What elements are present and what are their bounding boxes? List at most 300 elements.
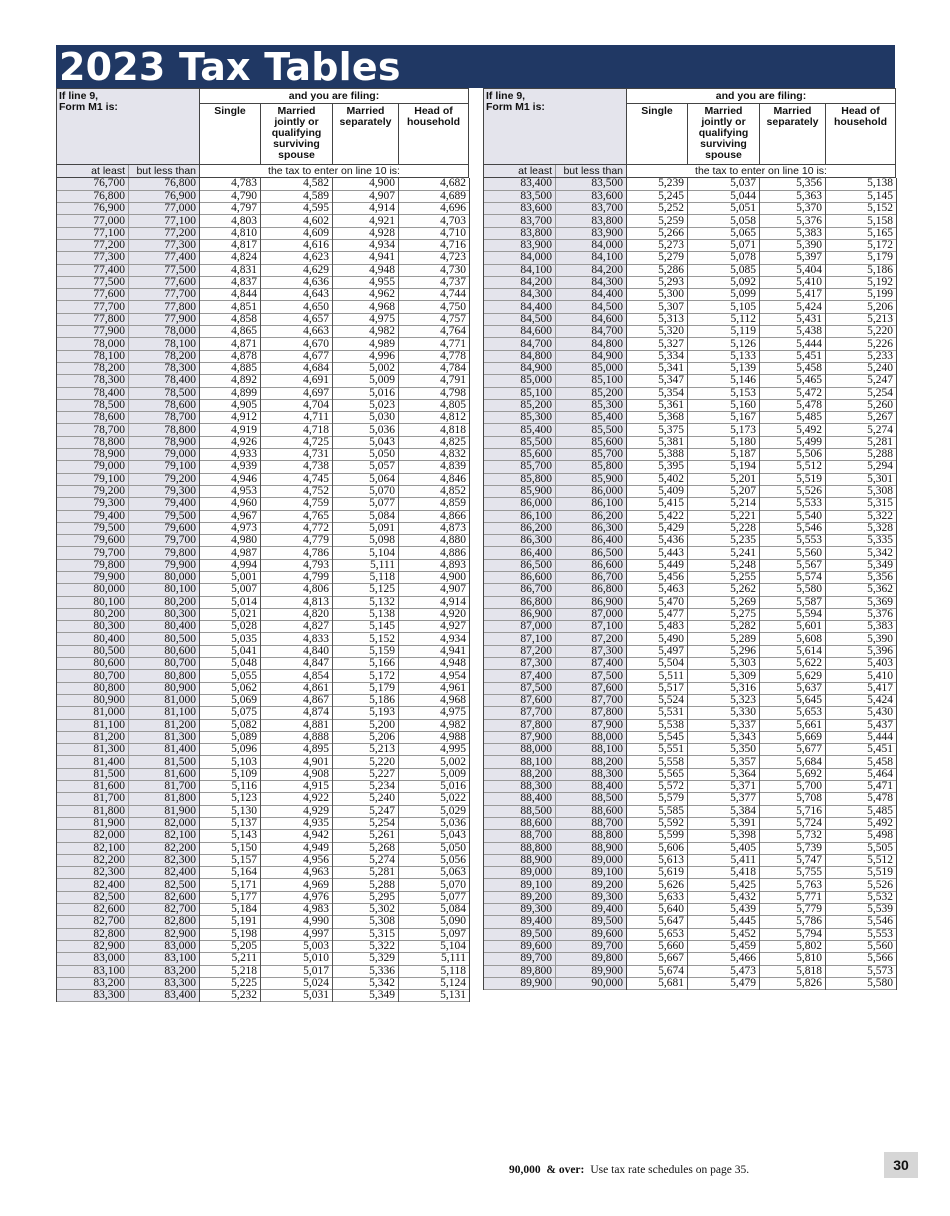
married-separately-tax-cell: 5,227 bbox=[333, 768, 399, 780]
table-row bbox=[484, 178, 897, 190]
but-less-than-cell: 83,400 bbox=[129, 990, 200, 1002]
but-less-than-cell: 80,000 bbox=[129, 572, 200, 584]
at-least-cell: 80,600 bbox=[57, 658, 129, 670]
table-header bbox=[483, 88, 896, 164]
at-least-cell: 84,900 bbox=[484, 362, 556, 374]
head-of-household-tax-cell: 5,029 bbox=[399, 805, 470, 817]
but-less-than-cell: 83,700 bbox=[556, 203, 627, 215]
head-of-household-tax-cell: 4,880 bbox=[399, 535, 470, 547]
married-jointly-tax-cell: 5,085 bbox=[688, 264, 760, 276]
table-row bbox=[484, 559, 897, 571]
at-least-cell: 77,700 bbox=[57, 301, 129, 313]
but-less-than-cell: 78,500 bbox=[129, 387, 200, 399]
head-of-household-tax-cell: 5,485 bbox=[826, 805, 897, 817]
at-least-cell: 78,800 bbox=[57, 436, 129, 448]
table-row bbox=[484, 547, 897, 559]
single-tax-cell: 5,647 bbox=[627, 916, 688, 928]
married-jointly-tax-cell: 4,874 bbox=[261, 707, 333, 719]
married-separately-tax-cell: 5,410 bbox=[760, 276, 826, 288]
married-separately-tax-cell: 5,826 bbox=[760, 977, 826, 989]
married-separately-tax-cell: 4,982 bbox=[333, 326, 399, 338]
head-of-household-tax-cell: 5,056 bbox=[399, 854, 470, 866]
head-of-household-tax-cell: 4,764 bbox=[399, 326, 470, 338]
head-of-household-tax-cell: 5,505 bbox=[826, 842, 897, 854]
married-jointly-tax-cell: 4,602 bbox=[261, 215, 333, 227]
single-tax-cell: 5,177 bbox=[200, 891, 261, 903]
table-row bbox=[57, 891, 470, 903]
married-jointly-tax-cell: 4,881 bbox=[261, 719, 333, 731]
married-jointly-tax-cell: 5,153 bbox=[688, 387, 760, 399]
married-separately-tax-cell: 5,064 bbox=[333, 473, 399, 485]
married-jointly-tax-cell: 4,677 bbox=[261, 350, 333, 362]
married-jointly-tax-cell: 4,942 bbox=[261, 830, 333, 842]
single-tax-cell: 5,014 bbox=[200, 596, 261, 608]
but-less-than-cell: 88,400 bbox=[556, 781, 627, 793]
single-tax-cell: 5,307 bbox=[627, 301, 688, 313]
at-least-cell: 77,100 bbox=[57, 227, 129, 239]
single-tax-cell: 5,613 bbox=[627, 854, 688, 866]
head-of-household-tax-cell: 5,437 bbox=[826, 719, 897, 731]
at-least-cell: 88,800 bbox=[484, 842, 556, 854]
table-row bbox=[484, 399, 897, 411]
single-tax-cell: 5,266 bbox=[627, 227, 688, 239]
but-less-than-cell: 85,100 bbox=[556, 375, 627, 387]
head-of-household-tax-cell: 5,158 bbox=[826, 215, 897, 227]
but-less-than-cell: 89,000 bbox=[556, 854, 627, 866]
table-row bbox=[484, 756, 897, 768]
but-less-than-cell: 86,600 bbox=[556, 559, 627, 571]
but-less-than-cell: 85,300 bbox=[556, 399, 627, 411]
married-separately-tax-cell: 5,152 bbox=[333, 633, 399, 645]
married-separately-tax-cell: 5,506 bbox=[760, 449, 826, 461]
married-jointly-tax-cell: 5,479 bbox=[688, 977, 760, 989]
table-row bbox=[484, 953, 897, 965]
head-of-household-tax-cell: 5,560 bbox=[826, 940, 897, 952]
table-row bbox=[484, 289, 897, 301]
married-separately-tax-cell: 5,247 bbox=[333, 805, 399, 817]
married-separately-tax-cell: 5,295 bbox=[333, 891, 399, 903]
married-separately-tax-cell: 5,356 bbox=[760, 178, 826, 190]
head-of-household-tax-cell: 5,539 bbox=[826, 904, 897, 916]
married-jointly-tax-cell: 5,439 bbox=[688, 904, 760, 916]
head-of-household-tax-cell: 4,723 bbox=[399, 252, 470, 264]
at-least-cell: 78,200 bbox=[57, 362, 129, 374]
head-of-household-tax-cell: 4,689 bbox=[399, 190, 470, 202]
at-least-cell: 84,500 bbox=[484, 313, 556, 325]
married-jointly-tax-cell: 4,629 bbox=[261, 264, 333, 276]
head-of-household-tax-cell: 5,294 bbox=[826, 461, 897, 473]
but-less-than-cell: 80,900 bbox=[129, 682, 200, 694]
married-separately-tax-cell: 5,472 bbox=[760, 387, 826, 399]
but-less-than-cell: 76,900 bbox=[129, 190, 200, 202]
table-row bbox=[57, 436, 470, 448]
table-row bbox=[57, 178, 470, 190]
married-jointly-tax-cell: 4,956 bbox=[261, 854, 333, 866]
married-jointly-tax-cell: 5,466 bbox=[688, 953, 760, 965]
but-less-than-cell: 81,800 bbox=[129, 793, 200, 805]
at-least-cell: 86,300 bbox=[484, 535, 556, 547]
but-less-than-cell: 87,000 bbox=[556, 608, 627, 620]
head-of-household-tax-cell: 5,430 bbox=[826, 707, 897, 719]
married-jointly-tax-cell: 5,037 bbox=[688, 178, 760, 190]
but-less-than-cell: 88,600 bbox=[556, 805, 627, 817]
but-less-than-cell: 87,300 bbox=[556, 645, 627, 657]
married-jointly-tax-cell: 5,133 bbox=[688, 350, 760, 362]
head-of-household-tax-cell: 5,104 bbox=[399, 940, 470, 952]
but-less-than-cell: 86,300 bbox=[556, 522, 627, 534]
but-less-than-cell: 81,300 bbox=[129, 731, 200, 743]
married-separately-tax-cell: 5,363 bbox=[760, 190, 826, 202]
table-row bbox=[484, 510, 897, 522]
married-jointly-tax-cell: 4,657 bbox=[261, 313, 333, 325]
single-tax-cell: 5,021 bbox=[200, 608, 261, 620]
table-row bbox=[57, 879, 470, 891]
at-least-cell: 87,000 bbox=[484, 621, 556, 633]
but-less-than-cell: 82,600 bbox=[129, 891, 200, 903]
at-least-cell: 82,400 bbox=[57, 879, 129, 891]
but-less-than-cell: 81,100 bbox=[129, 707, 200, 719]
single-tax-cell: 5,035 bbox=[200, 633, 261, 645]
single-tax-cell: 4,885 bbox=[200, 362, 261, 374]
at-least-cell: 85,500 bbox=[484, 436, 556, 448]
married-separately-tax-cell: 5,637 bbox=[760, 682, 826, 694]
but-less-than-cell: 85,900 bbox=[556, 473, 627, 485]
married-jointly-tax-cell: 4,840 bbox=[261, 645, 333, 657]
single-tax-cell: 5,490 bbox=[627, 633, 688, 645]
married-jointly-tax-cell: 5,432 bbox=[688, 891, 760, 903]
single-tax-cell: 5,041 bbox=[200, 645, 261, 657]
table-row bbox=[57, 719, 470, 731]
table-row bbox=[57, 916, 470, 928]
single-tax-cell: 5,402 bbox=[627, 473, 688, 485]
single-tax-cell: 5,524 bbox=[627, 694, 688, 706]
but-less-than-cell: 85,500 bbox=[556, 424, 627, 436]
single-tax-cell: 5,171 bbox=[200, 879, 261, 891]
married-separately-tax-cell: 5,098 bbox=[333, 535, 399, 547]
tax-rows bbox=[483, 178, 897, 990]
table-row bbox=[57, 276, 470, 288]
table-row bbox=[57, 190, 470, 202]
single-tax-cell: 4,783 bbox=[200, 178, 261, 190]
head-of-household-tax-cell: 5,247 bbox=[826, 375, 897, 387]
table-row bbox=[484, 867, 897, 879]
single-tax-cell: 5,674 bbox=[627, 965, 688, 977]
at-least-cell: 88,700 bbox=[484, 830, 556, 842]
single-tax-cell: 5,667 bbox=[627, 953, 688, 965]
married-jointly-tax-cell: 5,201 bbox=[688, 473, 760, 485]
married-jointly-tax-cell: 4,786 bbox=[261, 547, 333, 559]
but-less-than-cell: 78,200 bbox=[129, 350, 200, 362]
head-of-household-tax-cell: 5,512 bbox=[826, 854, 897, 866]
married-separately-tax-cell: 5,084 bbox=[333, 510, 399, 522]
column-married-jointly: Married jointly or qualifying surviving spouse bbox=[261, 104, 333, 164]
head-of-household-tax-cell: 5,254 bbox=[826, 387, 897, 399]
married-jointly-tax-cell: 4,704 bbox=[261, 399, 333, 411]
at-least-cell: 82,300 bbox=[57, 867, 129, 879]
single-tax-cell: 5,259 bbox=[627, 215, 688, 227]
head-of-household-tax-cell: 5,356 bbox=[826, 572, 897, 584]
at-least-cell: 77,800 bbox=[57, 313, 129, 325]
single-tax-cell: 5,069 bbox=[200, 694, 261, 706]
single-tax-cell: 5,089 bbox=[200, 731, 261, 743]
single-tax-cell: 5,436 bbox=[627, 535, 688, 547]
married-jointly-tax-cell: 4,908 bbox=[261, 768, 333, 780]
but-less-than-cell: 84,800 bbox=[556, 338, 627, 350]
single-tax-cell: 4,865 bbox=[200, 326, 261, 338]
single-tax-cell: 5,483 bbox=[627, 621, 688, 633]
head-of-household-tax-cell: 4,914 bbox=[399, 596, 470, 608]
at-least-cell: 81,600 bbox=[57, 781, 129, 793]
table-row bbox=[484, 608, 897, 620]
head-of-household-tax-cell: 5,301 bbox=[826, 473, 897, 485]
table-row bbox=[57, 559, 470, 571]
at-least-cell: 89,900 bbox=[484, 977, 556, 989]
married-separately-tax-cell: 5,567 bbox=[760, 559, 826, 571]
head-of-household-tax-cell: 4,975 bbox=[399, 707, 470, 719]
at-least-cell: 88,100 bbox=[484, 756, 556, 768]
table-row bbox=[484, 633, 897, 645]
single-tax-cell: 5,626 bbox=[627, 879, 688, 891]
married-separately-tax-cell: 5,608 bbox=[760, 633, 826, 645]
married-jointly-tax-cell: 5,092 bbox=[688, 276, 760, 288]
married-separately-tax-cell: 5,614 bbox=[760, 645, 826, 657]
married-jointly-tax-cell: 4,847 bbox=[261, 658, 333, 670]
married-separately-tax-cell: 5,451 bbox=[760, 350, 826, 362]
table-row bbox=[57, 854, 470, 866]
table-row bbox=[57, 239, 470, 251]
married-separately-tax-cell: 5,526 bbox=[760, 485, 826, 497]
tax-table-right bbox=[483, 88, 896, 990]
single-tax-cell: 5,116 bbox=[200, 781, 261, 793]
but-less-than-cell: 87,600 bbox=[556, 682, 627, 694]
but-less-than-cell: 83,500 bbox=[556, 178, 627, 190]
single-tax-cell: 5,245 bbox=[627, 190, 688, 202]
married-jointly-tax-cell: 4,922 bbox=[261, 793, 333, 805]
single-tax-cell: 5,293 bbox=[627, 276, 688, 288]
but-less-than-cell: 77,700 bbox=[129, 289, 200, 301]
married-jointly-tax-cell: 5,343 bbox=[688, 731, 760, 743]
head-of-household-tax-cell: 4,818 bbox=[399, 424, 470, 436]
married-separately-tax-cell: 5,145 bbox=[333, 621, 399, 633]
married-separately-tax-cell: 5,132 bbox=[333, 596, 399, 608]
head-of-household-tax-cell: 5,172 bbox=[826, 239, 897, 251]
married-separately-tax-cell: 5,755 bbox=[760, 867, 826, 879]
head-of-household-tax-cell: 4,710 bbox=[399, 227, 470, 239]
at-least-cell: 77,400 bbox=[57, 264, 129, 276]
married-jointly-tax-cell: 4,867 bbox=[261, 694, 333, 706]
at-least-cell: 86,500 bbox=[484, 559, 556, 571]
married-separately-tax-cell: 5,587 bbox=[760, 596, 826, 608]
at-least-cell: 85,000 bbox=[484, 375, 556, 387]
married-separately-tax-cell: 4,941 bbox=[333, 252, 399, 264]
married-jointly-tax-cell: 4,997 bbox=[261, 928, 333, 940]
but-less-than-cell: 77,900 bbox=[129, 313, 200, 325]
married-jointly-tax-cell: 5,221 bbox=[688, 510, 760, 522]
single-tax-cell: 4,973 bbox=[200, 522, 261, 534]
single-tax-cell: 4,878 bbox=[200, 350, 261, 362]
married-separately-tax-cell: 5,315 bbox=[333, 928, 399, 940]
married-jointly-tax-cell: 5,350 bbox=[688, 744, 760, 756]
head-of-household-tax-cell: 5,165 bbox=[826, 227, 897, 239]
single-tax-cell: 5,565 bbox=[627, 768, 688, 780]
at-least-cell: 87,700 bbox=[484, 707, 556, 719]
married-separately-tax-cell: 5,220 bbox=[333, 756, 399, 768]
at-least-cell: 86,800 bbox=[484, 596, 556, 608]
married-separately-tax-cell: 5,077 bbox=[333, 498, 399, 510]
at-least-cell: 78,400 bbox=[57, 387, 129, 399]
table-row bbox=[57, 670, 470, 682]
married-jointly-tax-cell: 4,901 bbox=[261, 756, 333, 768]
at-least-cell: 88,900 bbox=[484, 854, 556, 866]
but-less-than-cell: 82,000 bbox=[129, 817, 200, 829]
table-row bbox=[484, 572, 897, 584]
column-head-of-household: Head of household bbox=[406, 105, 461, 128]
married-jointly-tax-cell: 5,309 bbox=[688, 670, 760, 682]
married-separately-tax-cell: 5,629 bbox=[760, 670, 826, 682]
married-separately-tax-cell: 5,669 bbox=[760, 731, 826, 743]
single-tax-cell: 5,232 bbox=[200, 990, 261, 1002]
single-tax-cell: 5,218 bbox=[200, 965, 261, 977]
married-separately-tax-cell: 5,349 bbox=[333, 990, 399, 1002]
table-row bbox=[57, 756, 470, 768]
married-separately-tax-cell: 4,996 bbox=[333, 350, 399, 362]
but-less-than-cell: 76,800 bbox=[129, 178, 200, 190]
married-separately-tax-cell: 5,036 bbox=[333, 424, 399, 436]
married-jointly-tax-cell: 4,963 bbox=[261, 867, 333, 879]
table-row bbox=[57, 744, 470, 756]
but-less-than-cell: 77,400 bbox=[129, 252, 200, 264]
table-row bbox=[484, 276, 897, 288]
but-less-than-cell: 89,500 bbox=[556, 916, 627, 928]
head-of-household-tax-cell: 5,267 bbox=[826, 412, 897, 424]
married-jointly-tax-cell: 4,718 bbox=[261, 424, 333, 436]
married-jointly-tax-cell: 5,065 bbox=[688, 227, 760, 239]
single-tax-cell: 5,429 bbox=[627, 522, 688, 534]
table-row bbox=[484, 264, 897, 276]
head-of-household-tax-cell: 4,988 bbox=[399, 731, 470, 743]
at-least-cell: 80,700 bbox=[57, 670, 129, 682]
if-line-label: If line 9, Form M1 is: bbox=[484, 89, 627, 164]
filing-status-label: and you are filing: bbox=[200, 89, 468, 104]
single-tax-cell: 5,619 bbox=[627, 867, 688, 879]
married-jointly-tax-cell: 5,126 bbox=[688, 338, 760, 350]
table-row bbox=[57, 375, 470, 387]
at-least-cell: 77,500 bbox=[57, 276, 129, 288]
head-of-household-tax-cell: 5,084 bbox=[399, 904, 470, 916]
head-of-household-tax-cell: 5,546 bbox=[826, 916, 897, 928]
married-jointly-tax-cell: 4,793 bbox=[261, 559, 333, 571]
married-separately-tax-cell: 4,900 bbox=[333, 178, 399, 190]
single-tax-cell: 4,844 bbox=[200, 289, 261, 301]
married-separately-tax-cell: 5,043 bbox=[333, 436, 399, 448]
single-tax-cell: 5,286 bbox=[627, 264, 688, 276]
head-of-household-tax-cell: 4,696 bbox=[399, 203, 470, 215]
but-less-than-cell: 78,600 bbox=[129, 399, 200, 411]
at-least-cell: 85,400 bbox=[484, 424, 556, 436]
table-row bbox=[57, 313, 470, 325]
single-tax-cell: 5,082 bbox=[200, 719, 261, 731]
but-less-than-cell: 83,000 bbox=[129, 940, 200, 952]
table-row bbox=[484, 338, 897, 350]
table-row bbox=[484, 252, 897, 264]
table-row bbox=[57, 596, 470, 608]
but-less-than-cell: 83,100 bbox=[129, 953, 200, 965]
table-row bbox=[484, 485, 897, 497]
but-less-than-cell: 84,200 bbox=[556, 264, 627, 276]
single-tax-cell: 4,953 bbox=[200, 485, 261, 497]
head-of-household-tax-cell: 5,349 bbox=[826, 559, 897, 571]
at-least-cell: 76,900 bbox=[57, 203, 129, 215]
married-separately-tax-cell: 5,677 bbox=[760, 744, 826, 756]
but-less-than-cell: 85,400 bbox=[556, 412, 627, 424]
single-tax-cell: 5,681 bbox=[627, 977, 688, 989]
at-least-cell: 84,300 bbox=[484, 289, 556, 301]
married-jointly-tax-cell: 5,296 bbox=[688, 645, 760, 657]
single-tax-cell: 4,892 bbox=[200, 375, 261, 387]
married-separately-tax-cell: 5,193 bbox=[333, 707, 399, 719]
at-least-cell: 81,800 bbox=[57, 805, 129, 817]
at-least-cell: 86,400 bbox=[484, 547, 556, 559]
table-row bbox=[57, 928, 470, 940]
at-least-cell: 89,400 bbox=[484, 916, 556, 928]
married-separately-tax-cell: 5,009 bbox=[333, 375, 399, 387]
married-separately-tax-cell: 5,138 bbox=[333, 608, 399, 620]
single-tax-cell: 5,150 bbox=[200, 842, 261, 854]
single-tax-cell: 5,504 bbox=[627, 658, 688, 670]
married-separately-tax-cell: 5,118 bbox=[333, 572, 399, 584]
single-tax-cell: 5,096 bbox=[200, 744, 261, 756]
table-row bbox=[57, 547, 470, 559]
head-of-household-tax-cell: 4,832 bbox=[399, 449, 470, 461]
head-of-household-tax-cell: 5,376 bbox=[826, 608, 897, 620]
head-of-household-tax-cell: 5,328 bbox=[826, 522, 897, 534]
but-less-than-cell: 85,800 bbox=[556, 461, 627, 473]
but-less-than-cell: 80,700 bbox=[129, 658, 200, 670]
at-least-cell: 85,700 bbox=[484, 461, 556, 473]
but-less-than-cell: 79,600 bbox=[129, 522, 200, 534]
married-jointly-tax-cell: 5,473 bbox=[688, 965, 760, 977]
single-tax-cell: 5,327 bbox=[627, 338, 688, 350]
at-least-cell: 84,100 bbox=[484, 264, 556, 276]
head-of-household-tax-cell: 5,566 bbox=[826, 953, 897, 965]
single-tax-cell: 5,585 bbox=[627, 805, 688, 817]
single-tax-cell: 5,640 bbox=[627, 904, 688, 916]
married-separately-tax-cell: 5,322 bbox=[333, 940, 399, 952]
head-of-household-tax-cell: 5,213 bbox=[826, 313, 897, 325]
married-separately-tax-cell: 5,747 bbox=[760, 854, 826, 866]
head-of-household-tax-cell: 4,968 bbox=[399, 694, 470, 706]
single-tax-cell: 5,477 bbox=[627, 608, 688, 620]
single-tax-cell: 5,422 bbox=[627, 510, 688, 522]
but-less-than-cell: 86,000 bbox=[556, 485, 627, 497]
married-separately-tax-cell: 5,700 bbox=[760, 781, 826, 793]
single-tax-cell: 5,545 bbox=[627, 731, 688, 743]
at-least-cell: 80,900 bbox=[57, 694, 129, 706]
head-of-household-tax-cell: 5,322 bbox=[826, 510, 897, 522]
head-of-household-tax-cell: 5,410 bbox=[826, 670, 897, 682]
at-least-cell: 87,500 bbox=[484, 682, 556, 694]
head-of-household-tax-cell: 5,240 bbox=[826, 362, 897, 374]
head-of-household-tax-cell: 4,995 bbox=[399, 744, 470, 756]
but-less-than-cell: 89,800 bbox=[556, 953, 627, 965]
married-jointly-tax-cell: 4,670 bbox=[261, 338, 333, 350]
single-tax-cell: 5,273 bbox=[627, 239, 688, 251]
married-jointly-tax-cell: 5,391 bbox=[688, 817, 760, 829]
married-separately-tax-cell: 5,438 bbox=[760, 326, 826, 338]
table-row bbox=[484, 375, 897, 387]
column-married-jointly: Married jointly or qualifying surviving spouse bbox=[688, 104, 760, 164]
but-less-than-cell: 80,800 bbox=[129, 670, 200, 682]
